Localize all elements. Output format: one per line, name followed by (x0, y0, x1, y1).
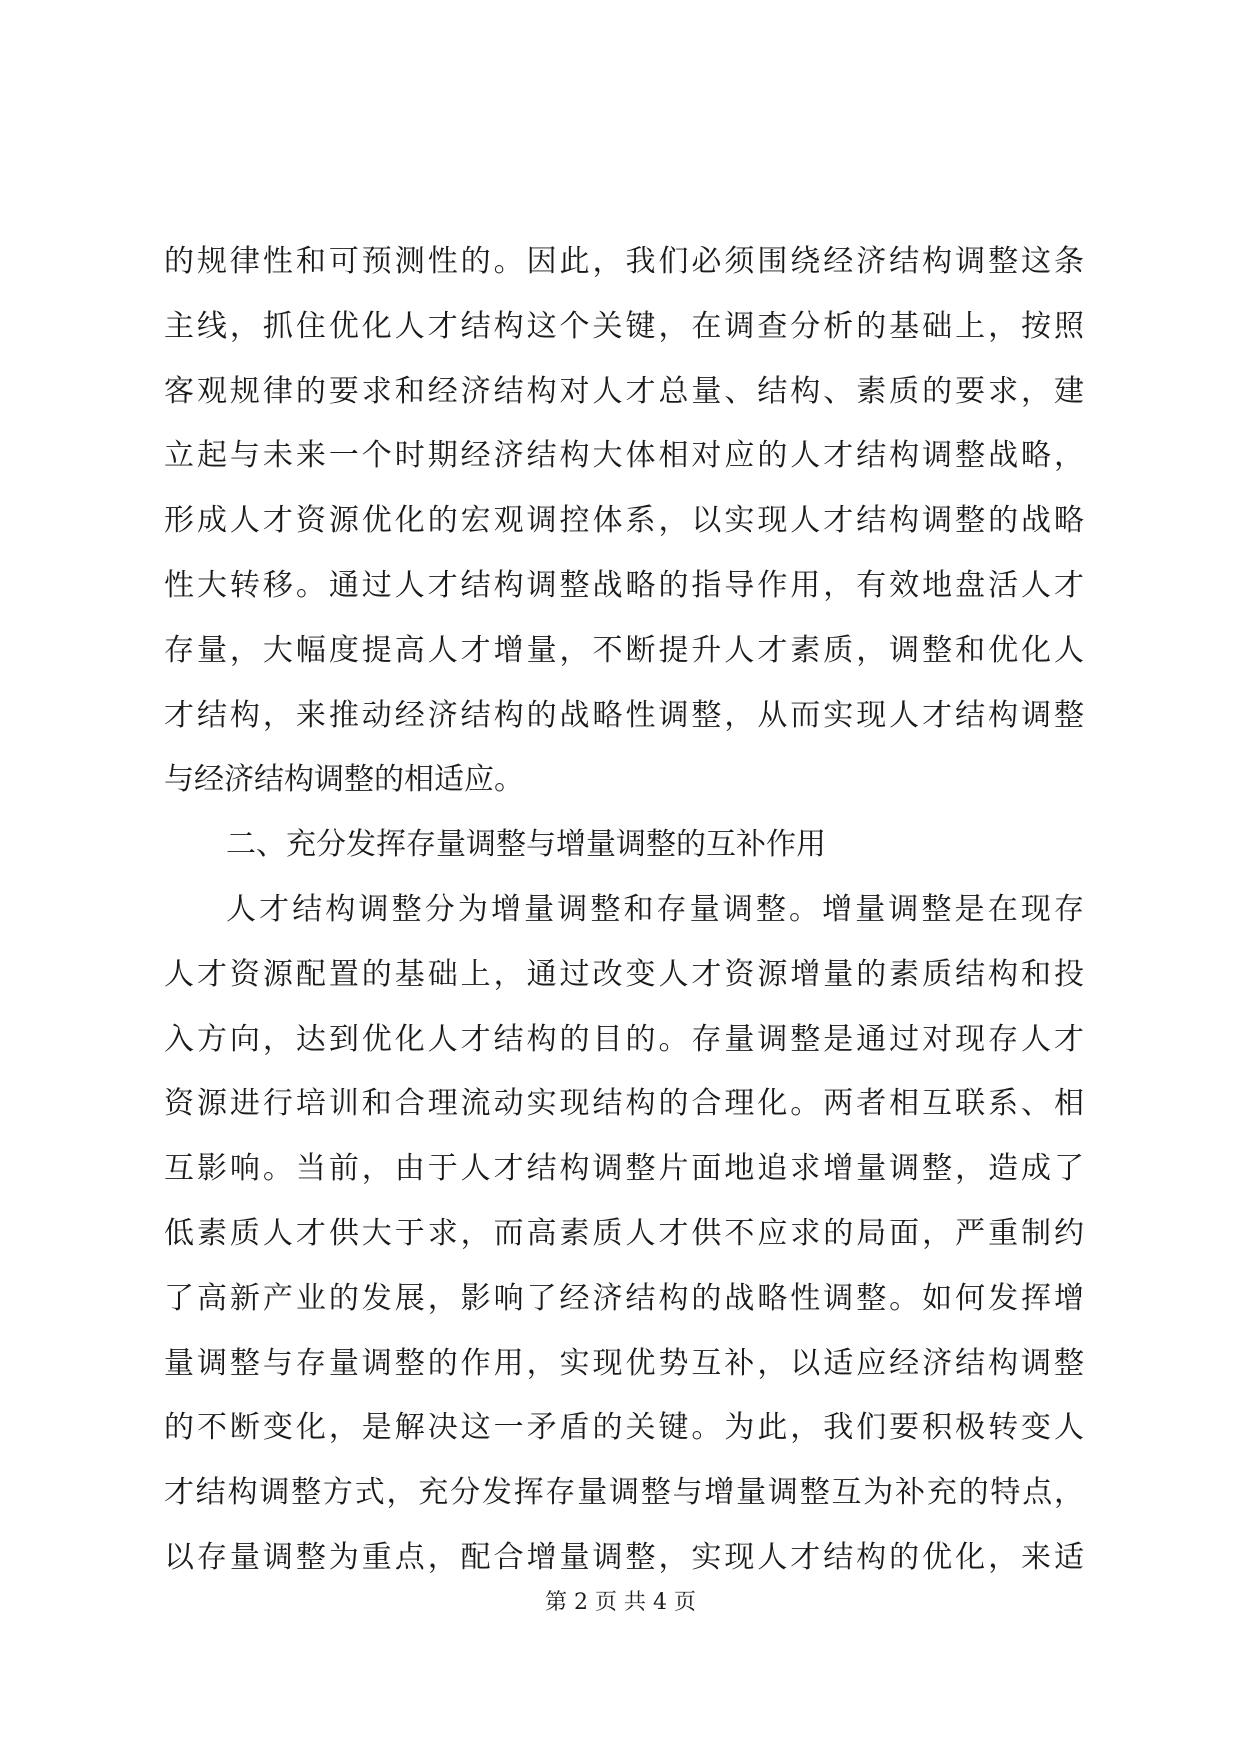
paragraph-line: 人才结构调整分为增量调整和存量调整。增量调整是在现存 (226, 891, 1084, 927)
paragraph-line: 立起与未来一个时期经济结构大体相对应的人才结构调整战略， (164, 438, 1084, 474)
paragraph-line: 入方向，达到优化人才结构的目的。存量调整是通过对现存人才 (164, 1021, 1084, 1057)
paragraph-line: 了高新产业的发展，影响了经济结构的战略性调整。如何发挥增 (164, 1280, 1084, 1316)
paragraph-line: 才结构调整方式，充分发挥存量调整与增量调整互为补充的特点， (164, 1475, 1084, 1511)
paragraph-line: 性大转移。通过人才结构调整战略的指导作用，有效地盘活人才 (164, 567, 1084, 603)
paragraph-line: 量调整与存量调整的作用，实现优势互补，以适应经济结构调整 (164, 1345, 1084, 1381)
paragraph-line: 主线，抓住优化人才结构这个关键，在调查分析的基础上，按照 (164, 308, 1084, 344)
paragraph-line: 人才资源配置的基础上，通过改变人才资源增量的素质结构和投 (164, 956, 1084, 992)
paragraph-line: 的不断变化，是解决这一矛盾的关键。为此，我们要积极转变人 (164, 1410, 1084, 1446)
section-heading: 二、充分发挥存量调整与增量调整的互补作用 (226, 827, 826, 863)
paragraph-line: 形成人才资源优化的宏观调控体系，以实现人才结构调整的战略 (164, 503, 1084, 539)
paragraph-line: 互影响。当前，由于人才结构调整片面地追求增量调整，造成了 (164, 1151, 1084, 1187)
paragraph-line: 才结构，来推动经济结构的战略性调整，从而实现人才结构调整 (164, 697, 1084, 733)
page-number-footer: 第 2 页 共 4 页 (545, 1590, 696, 1615)
paragraph-line: 低素质人才供大于求，而高素质人才供不应求的局面，严重制约 (164, 1215, 1084, 1251)
paragraph-line: 资源进行培训和合理流动实现结构的合理化。两者相互联系、相 (164, 1086, 1084, 1122)
paragraph-line: 的规律性和可预测性的。因此，我们必须围绕经济结构调整这条 (164, 244, 1084, 279)
paragraph-line: 存量，大幅度提高人才增量，不断提升人才素质，调整和优化人 (164, 632, 1084, 668)
paragraph-line: 以存量调整为重点，配合增量调整，实现人才结构的优化，来适 (164, 1539, 1084, 1575)
paragraph-line: 与经济结构调整的相适应。 (164, 762, 524, 798)
document-body (164, 230, 1084, 1591)
paragraph-line: 客观规律的要求和经济结构对人才总量、结构、素质的要求，建 (164, 373, 1084, 409)
